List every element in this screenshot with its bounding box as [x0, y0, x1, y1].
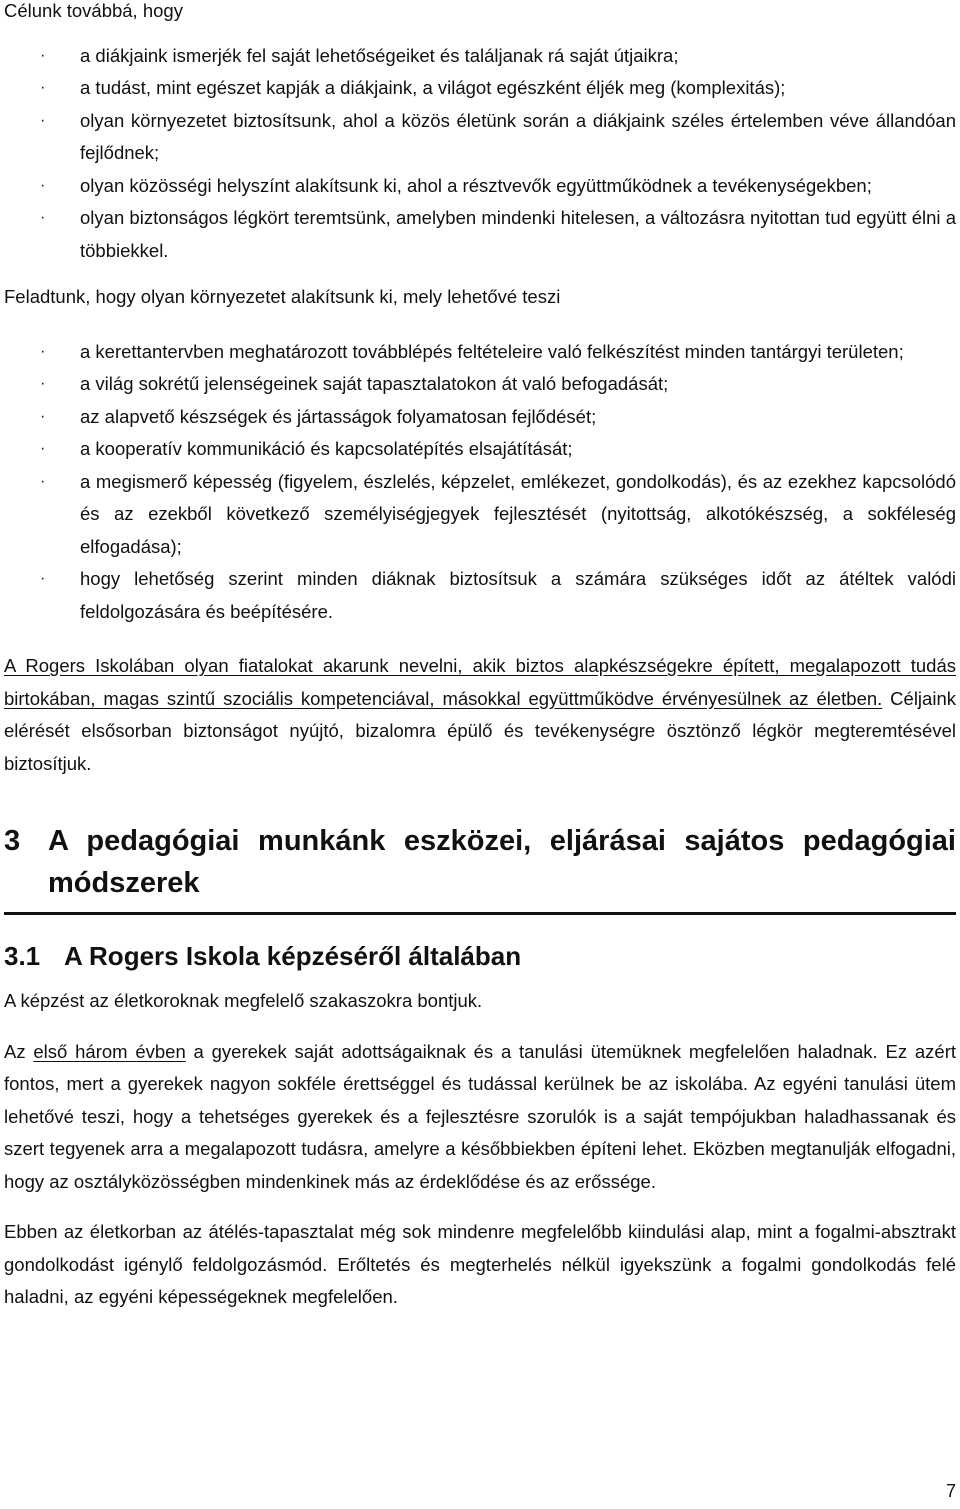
bullet-icon: · [40, 111, 46, 129]
list-item: · az alapvető készségek és jártasságok folyamatosan fejlődését; [4, 401, 956, 434]
goals-list [4, 40, 956, 268]
section-title: A pedagógiai munkánk eszközei, eljárásai sajátos pedagógiai módszerek [48, 825, 956, 899]
list-item: · olyan közösségi helyszínt alakítsunk ki, ahol a résztvevők együttműködnek a tevékenységekben; [4, 170, 956, 203]
list-item: · a tudást, mint egészet kapják a diákjaink, a világot egészként éljék meg (komplexitás); [4, 72, 956, 105]
list-item: · olyan környezetet biztosítsunk, ahol a közös életünk során a diákjaink széles értelemben véve állandóan fejlődnek; [4, 105, 956, 170]
bullet-icon: · [40, 176, 46, 194]
list-item: · a kerettantervben meghatározott továbblépés feltételeire való felkészítést minden tantárgyi területen; [4, 336, 956, 369]
list-item: · hogy lehetőség szerint minden diáknak biztosítsuk a számára szükséges időt az átéltek valódi feldolgozására és beépítésére. [4, 563, 956, 628]
age-stage-paragraph: Ebben az életkorban az átélés-tapasztalat még sok mindenre megfelelőbb kiindulási alap, mint a fogalmi-absztrakt gondolkodást igénylő feldolgozásmód. Erőltetés és megterhelés nélkül igyekszünk a fogalmi gondolkodás felé haladni, az egyéni képességeknek megfelelően. [4, 1221, 956, 1307]
subsection-title: A Rogers Iskola képzéséről általában [64, 941, 522, 971]
bullet-icon: · [40, 440, 46, 457]
bullet-icon: · [40, 209, 46, 226]
training-intro: A képzést az életkoroknak megfelelő szakaszokra bontjuk. [4, 990, 483, 1011]
list-item: · a megismerő képesség (figyelem, észlelés, képzelet, emlékezet, gondolkodás), és az ezekhez kapcsolódó és az ezekből következő személyiségjegyek fejlesztését (nyitottság, alkotókészség, a sokféleség elfogadása); [4, 466, 956, 564]
bullet-icon: · [40, 375, 46, 392]
list-item: · a kooperatív kommunikáció és kapcsolatépítés elsajátítását; [4, 433, 956, 466]
list-item: · a diákjaink ismerjék fel saját lehetőségeiket és találjanak rá saját útjaikra; [4, 40, 956, 73]
tasks-intro: Feladtunk, hogy olyan környezetet alakítsunk ki, mely lehetővé teszi [4, 286, 561, 307]
bullet-icon: · [40, 79, 46, 96]
list-item: · a világ sokrétű jelenségeinek saját tapasztalatokon át való befogadását; [4, 368, 956, 401]
section-number: 3 [4, 825, 21, 857]
section-heading [4, 820, 956, 915]
page-number: 7 [945, 1480, 956, 1501]
goals-intro: Célunk továbbá, hogy [4, 0, 183, 21]
document-page [4, 0, 956, 1314]
first-years-paragraph: Az első három évben a gyerekek saját adottságaiknak és a tanulási ütemüknek megfelelően haladnak. Ez azért fontos, mert a gyerekek nagyon sokféle érettséggel és tudással kerülnek be az iskolába. Az egyéni tanulási ütem lehetővé teszi, hogy a tehetséges gyerekek és a fejlesztésre szorulók is a saját tempójukban haladhassanak és szert tegyenek arra a megalapozott tudásra, amelyre a későbbiekben építeni lehet. Eközben megtanulják elfogadni, hogy az osztályközösségben mindenkinek más az érdeklődése és az erőssége. [4, 1040, 956, 1192]
subsection-heading [4, 937, 956, 975]
mission-followup: Céljaink elérését elsősorban biztonságot nyújtó, bizalomra épülő és tevékenységre ösztönző légkör megteremtésével biztosítjuk. [4, 687, 956, 774]
bullet-icon: · [40, 472, 46, 490]
bullet-icon: · [40, 570, 46, 587]
bullet-icon: · [40, 342, 46, 360]
list-item: · olyan biztonságos légkört teremtsünk, amelyben mindenki hitelesen, a változásra nyitottan tud együtt élni a többiekkel. [4, 202, 956, 267]
bullet-icon: · [40, 407, 46, 425]
rogers-mission-paragraph [4, 650, 956, 780]
mission-statement: A Rogers Iskolában olyan fiatalokat akarunk nevelni, akik biztos alapkészségekre épített, megalapozott tudás birtokában, magas szintű szociális kompetenciával, másokkal együttműködve érvényesülnek az életben. [4, 655, 956, 709]
subsection-number: 3.1 [4, 941, 41, 971]
bullet-icon: · [40, 46, 46, 64]
first-years-emphasis: első három évben [33, 1040, 186, 1062]
tasks-list [4, 336, 956, 629]
